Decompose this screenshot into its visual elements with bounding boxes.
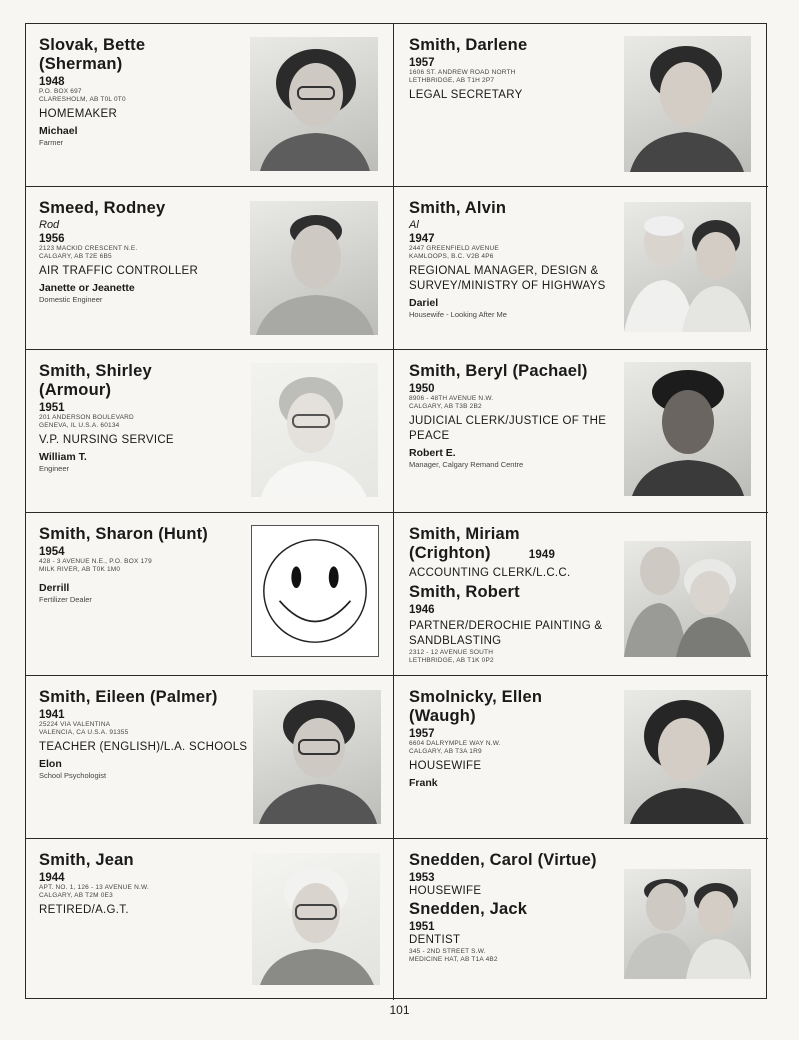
entry-year: 1949 xyxy=(528,549,556,561)
entry-address-line1: 201 ANDERSON BOULEVARD xyxy=(39,414,134,421)
entry-spouse: William T. xyxy=(39,451,87,463)
entry-address-line2: LETHBRIDGE, AB T1H 2P7 xyxy=(409,77,495,84)
smiley-face-icon xyxy=(252,526,378,656)
portrait-photo xyxy=(624,690,751,824)
entry-occupation: REGIONAL MANAGER, DESIGN & SURVEY/MINISTRY OF HIGHWAYS xyxy=(409,265,606,292)
portrait-photo xyxy=(253,690,381,824)
entry-year: 1941 xyxy=(39,709,65,721)
entry-name-line2: (Crighton) xyxy=(409,544,491,562)
entry-name: Slovak, Bette (Sherman) xyxy=(39,36,146,73)
entry-smolnicky-ellen xyxy=(394,676,768,839)
entry-spouse-occupation: Manager, Calgary Remand Centre xyxy=(409,460,524,469)
entry-spouse-occupation: Farmer xyxy=(39,138,64,147)
entry-smeed-rodney xyxy=(26,187,394,350)
entry-spouse: Robert E. xyxy=(409,447,456,459)
entry-name: Smith, Shirley (Armour) xyxy=(39,362,152,399)
couple-photo xyxy=(624,869,751,979)
entry-spouse-occupation: Housewife - Looking After Me xyxy=(409,310,507,319)
entry-nickname: Al xyxy=(409,219,419,231)
entry-address-line1: 2123 MACKID CRESCENT N.E. xyxy=(39,245,138,252)
portrait-photo xyxy=(624,362,751,496)
entry-occupation: TEACHER (ENGLISH)/L.A. SCHOOLS xyxy=(39,741,248,753)
entry-address-line2: CALGARY, AB T3A 1R9 xyxy=(409,748,482,755)
entry-smith-beryl xyxy=(394,350,768,513)
entry-spouse-occupation: Fertilizer Dealer xyxy=(39,595,92,604)
entry-address-line1: 345 - 2ND STREET S.W. xyxy=(409,948,486,955)
entry-occupation: V.P. NURSING SERVICE xyxy=(39,434,174,446)
entry-year: 1954 xyxy=(39,546,65,558)
entry-name2: Smith, Robert xyxy=(409,583,520,601)
entry-year: 1953 xyxy=(409,872,435,884)
entry-occupation2: DENTIST xyxy=(409,934,461,946)
entry-address-line1: 1606 ST. ANDREW ROAD NORTH xyxy=(409,69,516,76)
entry-occupation: HOUSEWIFE xyxy=(409,760,482,772)
entry-address-line1: P.O. BOX 697 xyxy=(39,88,82,95)
entry-spouse: Elon xyxy=(39,758,62,770)
entry-year2: 1951 xyxy=(409,921,435,933)
entry-address-line1: 25224 VIA VALENTINA xyxy=(39,721,111,728)
entry-address-line2: MEDICINE HAT, AB T1A 4B2 xyxy=(409,956,498,963)
entry-spouse: Frank xyxy=(409,777,438,789)
entry-address-line2: VALENCIA, CA U.S.A. 91355 xyxy=(39,729,129,736)
entry-year: 1948 xyxy=(39,76,65,88)
entry-smith-darlene xyxy=(394,24,768,187)
entry-year: 1944 xyxy=(39,872,65,884)
entry-year: 1957 xyxy=(409,728,435,740)
entry-occupation2: PARTNER/DEROCHIE PAINTING & SANDBLASTING xyxy=(409,620,603,647)
entry-smith-jean xyxy=(26,839,394,1000)
couple-photo xyxy=(624,541,751,657)
directory-grid xyxy=(25,23,767,999)
entry-year2: 1946 xyxy=(409,604,435,616)
entry-spouse-occupation: Domestic Engineer xyxy=(39,295,103,304)
portrait-photo xyxy=(250,37,378,171)
entry-address-line2: CLARESHOLM, AB T0L 0T0 xyxy=(39,96,126,103)
entry-smith-shirley xyxy=(26,350,394,513)
entry-address-line2: GENEVA, IL U.S.A. 60134 xyxy=(39,422,120,429)
entry-name: Smeed, Rodney xyxy=(39,199,166,217)
entry-address-line2: CALGARY, AB T2E 6B5 xyxy=(39,253,112,260)
entry-name: Smolnicky, Ellen (Waugh) xyxy=(409,688,543,725)
entry-occupation: AIR TRAFFIC CONTROLLER xyxy=(39,265,199,277)
entry-occupation: LEGAL SECRETARY xyxy=(409,89,523,101)
entry-spouse-occupation: School Psychologist xyxy=(39,771,107,780)
entry-address-line1: 428 - 3 AVENUE N.E., P.O. BOX 179 xyxy=(39,558,152,565)
entry-address-line1: 6604 DALRYMPLE WAY N.W. xyxy=(409,740,501,747)
entry-spouse: Michael xyxy=(39,125,78,137)
entry-snedden-carol-jack xyxy=(394,839,768,1000)
entry-address-line1: 2447 GREENFIELD AVENUE xyxy=(409,245,499,252)
entry-address-line1: 2312 - 12 AVENUE SOUTH xyxy=(409,649,494,656)
entry-year: 1956 xyxy=(39,233,65,245)
entry-smith-eileen xyxy=(26,676,394,839)
entry-year: 1957 xyxy=(409,57,435,69)
entry-nickname: Rod xyxy=(39,219,60,231)
entry-name: Smith, Darlene xyxy=(409,36,528,54)
entry-smith-sharon xyxy=(26,513,394,676)
page-number: 101 xyxy=(389,1003,410,1017)
entry-occupation: RETIRED/A.G.T. xyxy=(39,904,129,916)
entry-smith-miriam-robert xyxy=(394,513,768,676)
entry-address-line2: KAMLOOPS, B.C. V2B 4P6 xyxy=(409,253,494,260)
portrait-photo xyxy=(252,853,380,985)
entry-slovak-bette xyxy=(26,24,394,187)
entry-spouse: Janette or Jeanette xyxy=(39,282,135,294)
entry-name2: Snedden, Jack xyxy=(409,900,528,918)
entry-occupation: ACCOUNTING CLERK/L.C.C. xyxy=(409,567,571,579)
entry-name xyxy=(409,525,629,565)
portrait-photo xyxy=(624,36,751,172)
entry-address-line2: CALGARY, AB T3B 2B2 xyxy=(409,403,482,410)
entry-spouse: Dariel xyxy=(409,297,439,309)
entry-name: Smith, Beryl (Pachael) xyxy=(409,362,588,380)
entry-occupation: HOUSEWIFE xyxy=(409,885,482,897)
entry-address-line1: APT. NO. 1, 126 - 13 AVENUE N.W. xyxy=(39,884,149,891)
entry-name: Smith, Alvin xyxy=(409,199,507,217)
entry-address-line2: MILK RIVER, AB T0K 1M0 xyxy=(39,566,121,573)
entry-address-line1: 8906 - 48TH AVENUE N.W. xyxy=(409,395,494,402)
entry-name: Snedden, Carol (Virtue) xyxy=(409,851,597,869)
entry-spouse-occupation: Engineer xyxy=(39,464,70,473)
entry-year: 1951 xyxy=(39,402,65,414)
entry-name: Smith, Jean xyxy=(39,851,134,869)
entry-name-line1: Smith, Miriam xyxy=(409,525,520,543)
portrait-photo xyxy=(251,363,378,497)
smiley-face-placeholder xyxy=(251,525,379,657)
entry-name: Smith, Eileen (Palmer) xyxy=(39,688,218,706)
couple-photo xyxy=(624,202,751,332)
entry-year: 1947 xyxy=(409,233,435,245)
portrait-photo xyxy=(250,201,378,335)
entry-occupation: JUDICIAL CLERK/JUSTICE OF THE PEACE xyxy=(409,415,607,442)
entry-year: 1950 xyxy=(409,383,435,395)
entry-address-line2: CALGARY, AB T2M 0E3 xyxy=(39,892,113,899)
entry-name: Smith, Sharon (Hunt) xyxy=(39,525,208,543)
entry-smith-alvin xyxy=(394,187,768,350)
entry-spouse: Derrill xyxy=(39,582,70,594)
entry-occupation: HOMEMAKER xyxy=(39,108,118,120)
entry-address-line2: LETHBRIDGE, AB T1K 0P2 xyxy=(409,657,494,664)
